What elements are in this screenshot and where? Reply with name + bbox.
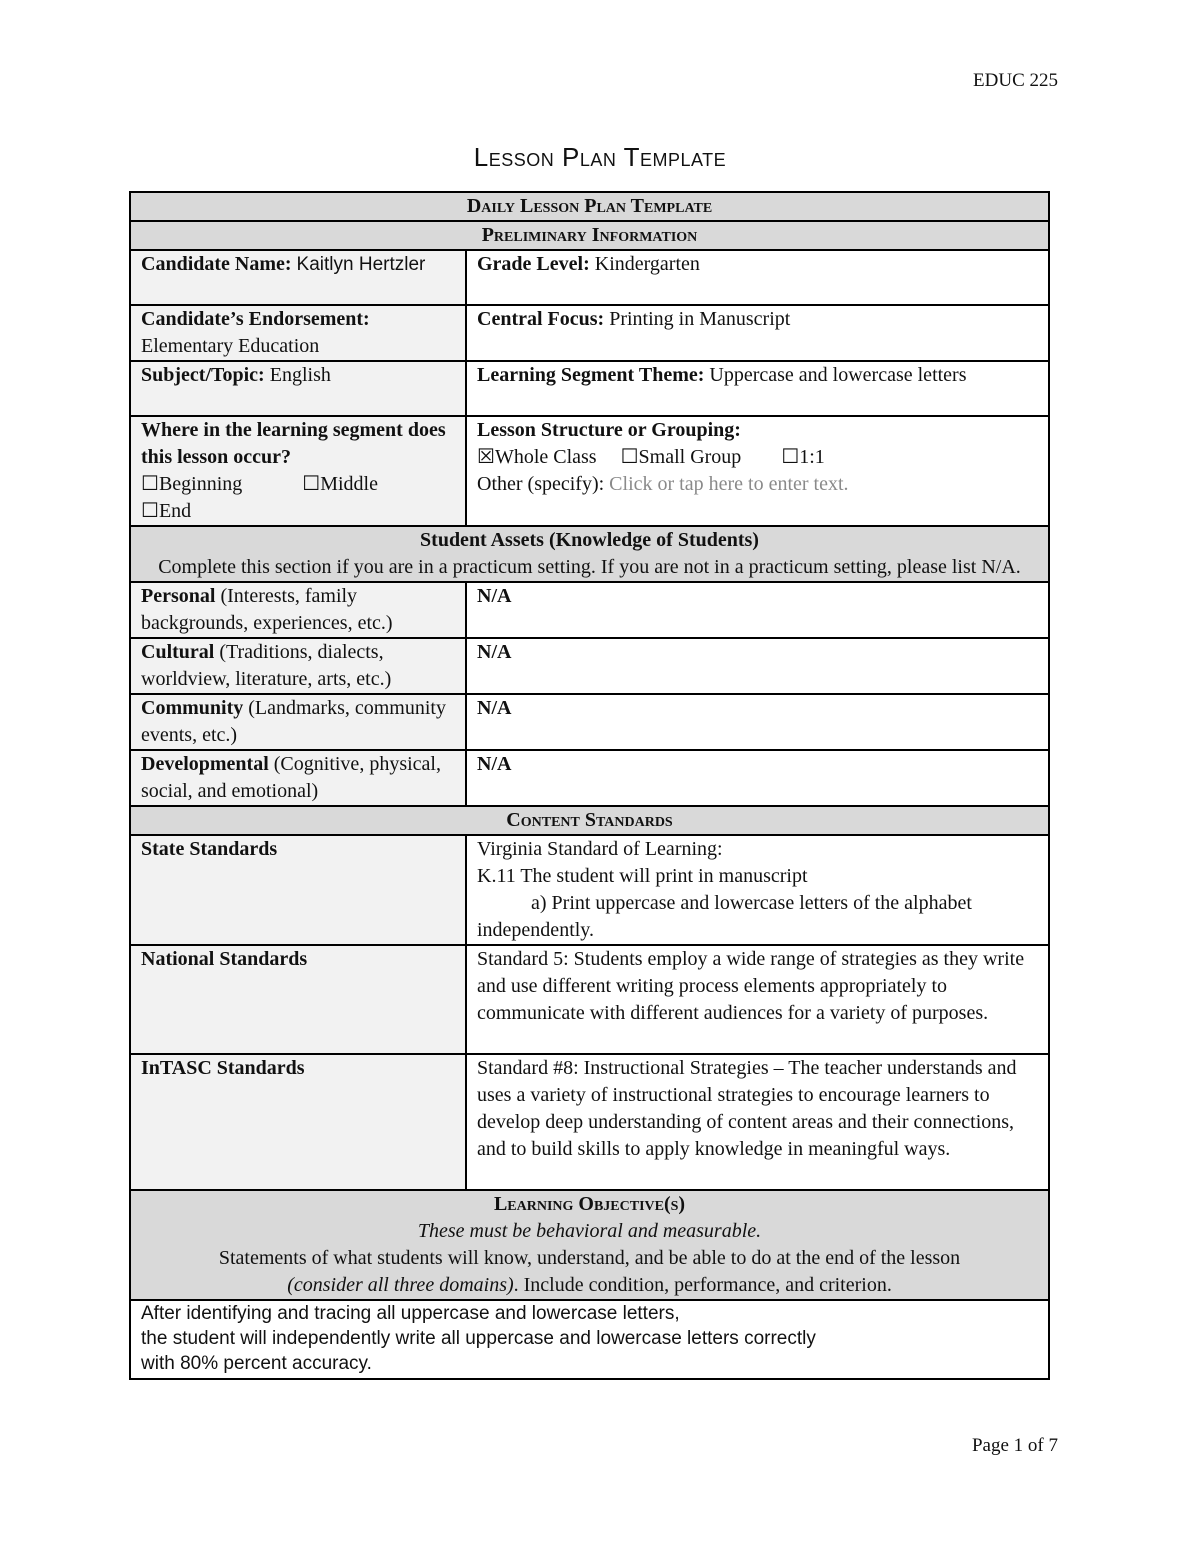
national-standards-text: Standard 5: Students employ a wide range of strategies as they write and use different writing process elements appropriately to communicate with different audiences for a variety of purposes. [466,945,1049,1054]
objectives-heading-cell [130,1190,1049,1300]
objectives-heading: Learning Objective(s) [493,1193,686,1215]
personal-desc: (Interests, family backgrounds, experiences, etc.) [141,585,393,634]
grade-level-value: Kindergarten [594,253,700,275]
table-row [130,1054,1049,1190]
table-row [130,416,1049,526]
personal-label: Personal [141,585,216,607]
community-value: N/A [477,697,512,719]
cultural-value-cell [466,638,1049,694]
candidate-name-label: Candidate Name: [141,253,292,275]
small-group-label: Small Group [638,446,742,468]
central-focus-cell [466,305,1049,361]
lesson-plan-table [129,191,1050,1380]
candidate-name-cell [130,250,466,305]
cultural-label: Cultural [141,641,215,663]
endorsement-cell [130,305,466,361]
table-row [130,945,1049,1054]
objectives-line3-italic: (consider all three domains) [287,1274,514,1296]
theme-label: Learning Segment Theme: [477,364,705,386]
developmental-label: Developmental [141,753,269,775]
developmental-desc: (Cognitive, physical, social, and emotional) [141,753,441,802]
central-focus-label: Central Focus: [477,308,605,330]
theme-value: Uppercase and lowercase letters [709,364,967,386]
community-cell [130,694,466,750]
state-standards-cell [130,835,466,945]
other-label: Other (specify): [477,473,605,495]
structure-cell [466,416,1049,526]
objectives-line2: Statements of what students will know, understand, and be able to do at the end of the lesson [218,1247,961,1269]
small-group-checkbox[interactable]: ☐ [620,446,639,468]
candidate-name-value: Kaitlyn Hertzler [296,254,426,275]
table-row [130,694,1049,750]
table-title-row [130,192,1049,221]
state-standards-label: State Standards [141,838,278,860]
endorsement-value: Elementary Education [141,335,320,357]
table-row [130,835,1049,945]
assets-instructions: Complete this section if you are in a practicum setting. If you are not in a practicum setting, please list N/A. [158,556,1021,578]
whole-class-label: Whole Class [494,446,597,468]
national-standards-label: National Standards [141,948,308,970]
intasc-standards-cell [130,1054,466,1190]
state-standards-text-cell [466,835,1049,945]
community-value-cell [466,694,1049,750]
beginning-checkbox[interactable]: ☐ [141,473,159,495]
objectives-heading-row [130,1190,1049,1300]
personal-value: N/A [477,585,512,607]
objectives-line3-rest: . Include condition, performance, and criterion. [513,1274,892,1296]
table-row [130,305,1049,361]
header-course: EDUC 225 [973,70,1058,91]
table-row [130,750,1049,806]
standards-heading-row [130,806,1049,835]
subject-cell [130,361,466,416]
national-standards-cell [130,945,466,1054]
cultural-desc: (Traditions, dialects, worldview, literature, arts, etc.) [141,641,392,690]
structure-label: Lesson Structure or Grouping: [477,419,741,441]
assets-heading-cell [130,526,1049,582]
table-row [130,638,1049,694]
developmental-value-cell [466,750,1049,806]
one-to-one-checkbox[interactable]: ☐ [781,446,800,468]
where-label: Where in the learning segment does this lesson occur? [141,419,446,468]
grade-level-cell [466,250,1049,305]
assets-heading: Student Assets (Knowledge of Students) [420,529,759,551]
table-row [130,250,1049,305]
middle-label: Middle [320,473,378,495]
end-label: End [158,500,192,522]
cultural-value: N/A [477,641,512,663]
table-row [130,361,1049,416]
beginning-label: Beginning [158,473,243,495]
table-row [130,582,1049,638]
objective-answer-line3: with 80% percent accuracy. [141,1353,372,1374]
end-checkbox[interactable]: ☐ [141,500,159,522]
middle-checkbox[interactable]: ☐ [302,473,321,495]
other-input[interactable]: Click or tap here to enter text. [609,473,849,495]
community-desc: (Landmarks, community events, etc.) [141,697,446,746]
subject-label: Subject/Topic: [141,364,265,386]
objective-answer-line2: the student will independently write all uppercase and lowercase letters correctly [141,1328,816,1349]
state-standard-line1: Virginia Standard of Learning: [477,838,723,860]
developmental-cell [130,750,466,806]
objectives-answer-row [130,1300,1049,1379]
page-number: Page 1 of 7 [971,1435,1058,1456]
subject-value: English [269,364,331,386]
developmental-value: N/A [477,753,512,775]
personal-cell [130,582,466,638]
endorsement-label: Candidate’s Endorsement: [141,308,370,330]
table-title: Daily Lesson Plan Template [130,192,1049,221]
assets-heading-row [130,526,1049,582]
intasc-standards-label: InTASC Standards [141,1057,305,1079]
preliminary-heading-row [130,221,1049,250]
grade-level-label: Grade Level: [477,253,590,275]
personal-value-cell [466,582,1049,638]
standards-heading: Content Standards [130,806,1049,835]
objective-answer-line1: After identifying and tracing all uppercase and lowercase letters, [141,1303,680,1324]
objectives-answer-cell [130,1300,1049,1379]
objectives-italic-line: These must be behavioral and measurable. [417,1220,762,1242]
intasc-standards-text: Standard #8: Instructional Strategies – The teacher understands and uses a variety of instructional strategies to encourage learners to develop deep understanding of content areas and their connections, and to build skills to apply knowledge in meaningful ways. [466,1054,1049,1190]
state-standard-line3: a) Print uppercase and lowercase letters of the alphabet independently. [477,892,972,941]
theme-cell [466,361,1049,416]
whole-class-checkbox[interactable]: ☒ [477,446,495,468]
cultural-cell [130,638,466,694]
where-cell [130,416,466,526]
one-to-one-label: 1:1 [799,446,825,468]
state-standard-line2: K.11 The student will print in manuscript [477,865,808,887]
preliminary-heading: Preliminary Information [130,221,1049,250]
page-title: Lesson Plan Template [473,142,727,172]
central-focus-value: Printing in Manuscript [609,308,791,330]
community-label: Community [141,697,244,719]
